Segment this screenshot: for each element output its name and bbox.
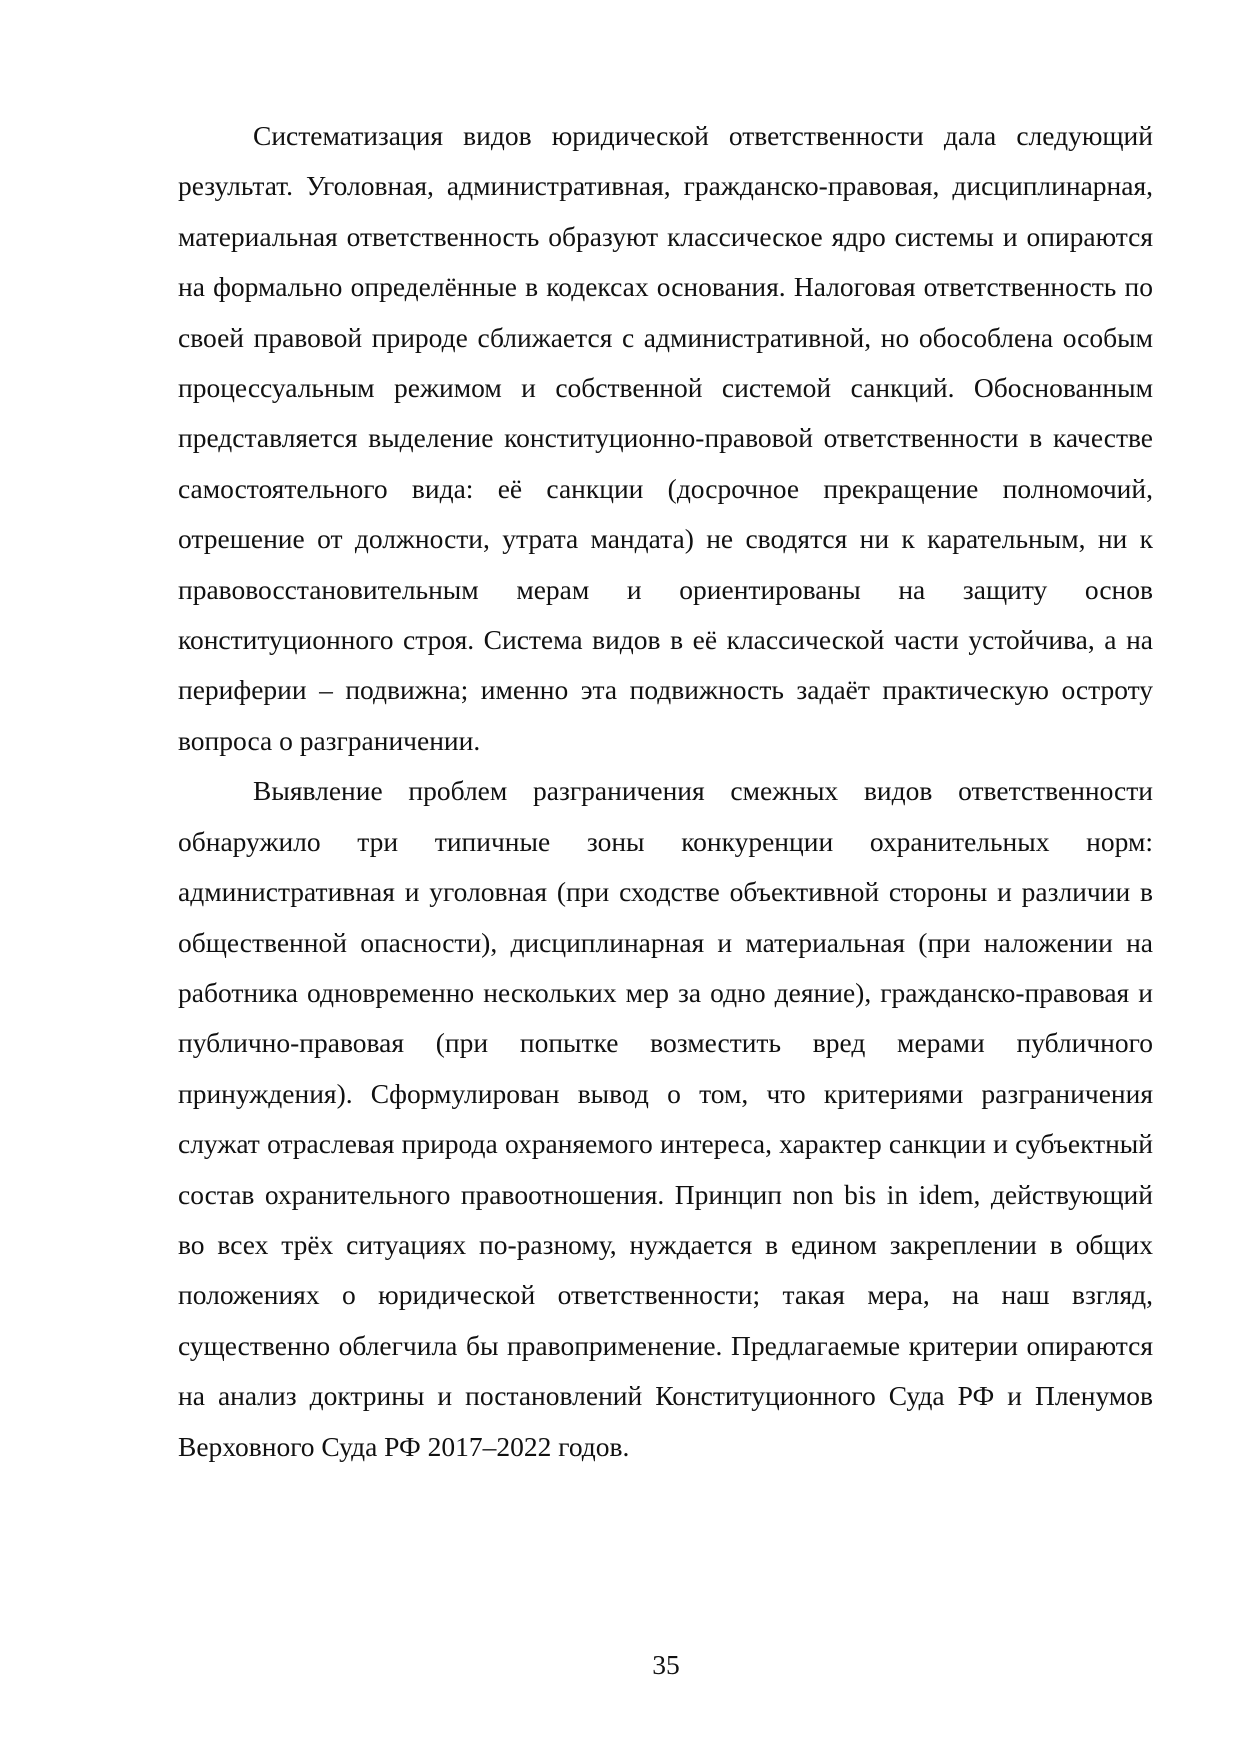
paragraph-2: Выявление проблем разграничения смежных видов ответственности обнаружило три типичные зоны конкуренции охранительных норм: административная и уголовная (при сходстве объективной стороны и различии в общественной опасности), дисциплинарная и материальная (при наложении на работника одновременно нескольких мер за одно деяние), гражданско-правовая и публично-правовая (при попытке возместить вред мерами публичного принуждения). Сформулирован вывод о том, что критериями разграничения служат отраслевая природа охраняемого интереса, характер санкции и субъектный состав охранительного правоотношения. Принцип non bis in idem, действующий во всех трёх ситуациях по-разному, нуждается в едином закреплении в общих положениях о юридической ответственности; такая мера, на наш взгляд, существенно облегчила бы правоприменение. Предлагаемые критерии опираются на анализ доктрины и постановлений Конституционного Суда РФ и Пленумов Верховного Суда РФ 2017–2022 годов. — [178, 775, 1153, 1462]
page-number: 35 — [652, 1649, 680, 1680]
body-text — [178, 111, 1153, 1472]
paragraph-1: Систематизация видов юридической ответственности дала следующий результат. Уголовная, административная, гражданско-правовая, дисциплинарная, материальная ответственность образуют классическое ядро системы и опираются на формально определённые в кодексах основания. Налоговая ответственность по своей правовой природе сближается с административной, но обособлена особым процессуальным режимом и собственной системой санкций. Обоснованным представляется выделение конституционно-правовой ответственности в качестве самостоятельного вида: её санкции (досрочное прекращение полномочий, отрешение от должности, утрата мандата) не сводятся ни к карательным, ни к правовосстановительным мерам и ориентированы на защиту основ конституционного строя. Система видов в её классической части устойчива, а на периферии – подвижна; именно эта подвижность задаёт практическую остроту вопроса о разграничении. — [178, 120, 1153, 756]
